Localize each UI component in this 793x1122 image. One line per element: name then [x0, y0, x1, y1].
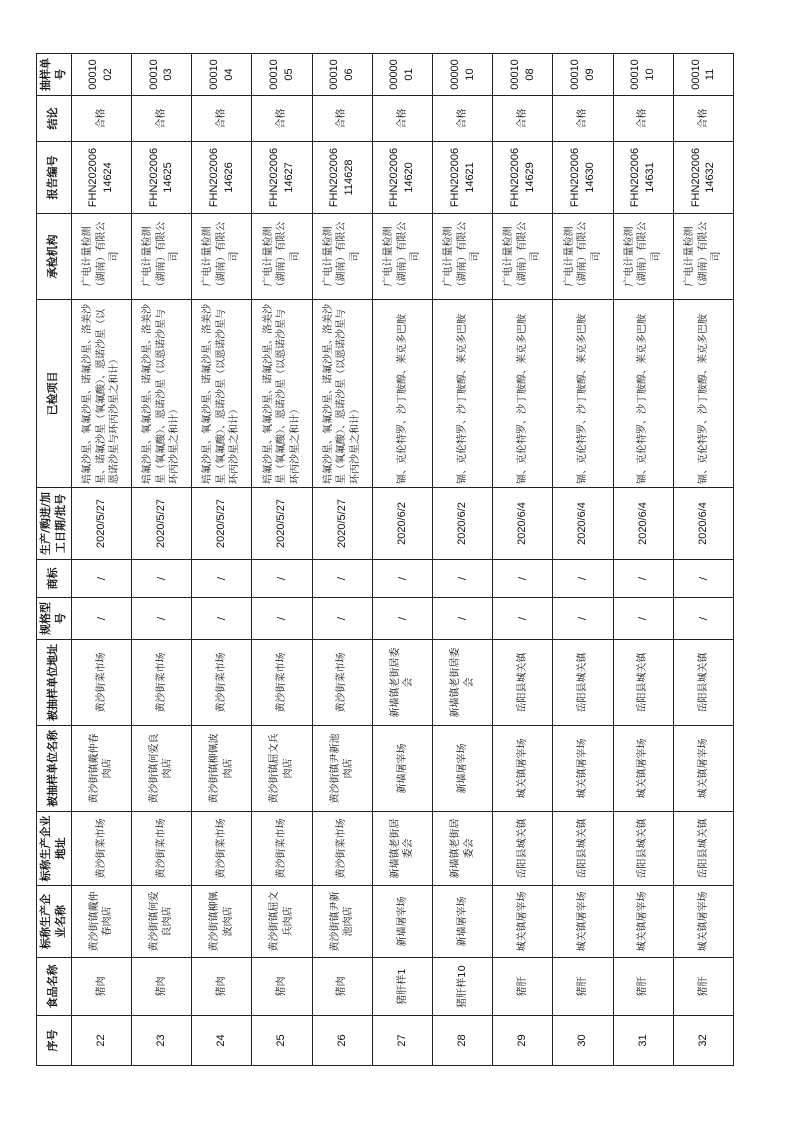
table-row: [312, 54, 372, 1066]
header-cell: 规格型号: [37, 598, 72, 640]
report-number-cell: FHN20200614630: [553, 142, 613, 214]
food-name-cell: 猪肉: [131, 958, 191, 1016]
conclusion-cell: 合格: [372, 96, 432, 142]
conclusion-cell: 合格: [71, 96, 131, 142]
row-number-cell: 32: [673, 1016, 733, 1066]
sampled-unit-name-cell: 城关镇屠宰场: [613, 726, 673, 812]
manufacturer-name-cell: 城关镇屠宰场: [613, 886, 673, 958]
manufacturer-address-cell: 黄沙街菜市场: [192, 812, 252, 886]
sampled-unit-address-cell: 岳阳县城关镇: [553, 640, 613, 726]
conclusion-cell: 合格: [312, 96, 372, 142]
sampled-unit-address-cell: 岳阳县城关镇: [673, 640, 733, 726]
report-number-cell: FHN202006114628: [312, 142, 372, 214]
conclusion-cell: 合格: [252, 96, 312, 142]
sampled-unit-name-cell: 黄沙街镇何爱良肉店: [131, 726, 191, 812]
table-row: [553, 54, 613, 1066]
brand-cell: /: [192, 560, 252, 598]
header-cell: 标称生产企业地址: [37, 812, 72, 886]
production-date-cell: 2020/6/2: [432, 488, 492, 560]
tested-items-cell: 培氟沙星、氧氟沙星、诺氟沙星、洛美沙星（氧氟酸）、恩诺沙星（以恩诺沙星与环丙沙星之和计）: [252, 300, 312, 488]
row-number-cell: 26: [312, 1016, 372, 1066]
manufacturer-name-cell: 新墙屠宰场: [372, 886, 432, 958]
testing-lab-cell: 广电计量检测（湖南）有限公司: [372, 214, 432, 300]
production-date-cell: 2020/6/4: [553, 488, 613, 560]
food-name-cell: 猪肝: [613, 958, 673, 1016]
manufacturer-address-cell: 黄沙街菜市场: [312, 812, 372, 886]
sample-number-cell: 0001009: [553, 54, 613, 96]
tested-items-cell: 镉、克伦特罗、沙丁胺醇、莱克多巴胺: [493, 300, 553, 488]
manufacturer-name-cell: 黄沙街镇何爱良肉店: [131, 886, 191, 958]
conclusion-cell: 合格: [613, 96, 673, 142]
table-row: [372, 54, 432, 1066]
header-cell: 报告编号: [37, 142, 72, 214]
sampled-unit-address-cell: 新墙镇老街居委会: [372, 640, 432, 726]
tested-items-cell: 培氟沙星、氧氟沙星、诺氟沙星、洛美沙星（氧氟酸）、恩诺沙星（以恩诺沙星与环丙沙星之和计）: [131, 300, 191, 488]
header-cell: 食品名称: [37, 958, 72, 1016]
food-name-cell: 猪肝: [493, 958, 553, 1016]
manufacturer-address-cell: 黄沙街菜市场: [252, 812, 312, 886]
tested-items-cell: 镉、克伦特罗、沙丁胺醇、莱克多巴胺: [553, 300, 613, 488]
report-number-cell: FHN20200614627: [252, 142, 312, 214]
manufacturer-name-cell: 城关镇屠宰场: [493, 886, 553, 958]
production-date-cell: 2020/6/2: [372, 488, 432, 560]
sample-number-cell: 0001002: [71, 54, 131, 96]
manufacturer-address-cell: 岳阳县城关镇: [673, 812, 733, 886]
sampled-unit-address-cell: 黄沙街菜市场: [71, 640, 131, 726]
testing-lab-cell: 广电计量检测（湖南）有限公司: [131, 214, 191, 300]
report-number-cell: FHN20200614621: [432, 142, 492, 214]
sampled-unit-name-cell: 黄沙街镇屈文兵肉店: [252, 726, 312, 812]
sampled-unit-address-cell: 岳阳县城关镇: [493, 640, 553, 726]
conclusion-cell: 合格: [432, 96, 492, 142]
manufacturer-name-cell: 新墙屠宰场: [432, 886, 492, 958]
food-name-cell: 猪肝: [553, 958, 613, 1016]
header-cell: 被抽样单位地址: [37, 640, 72, 726]
manufacturer-address-cell: 新墙镇老街居委会: [372, 812, 432, 886]
production-date-cell: 2020/5/27: [131, 488, 191, 560]
brand-cell: /: [372, 560, 432, 598]
manufacturer-name-cell: 黄沙街镇屈文兵肉店: [252, 886, 312, 958]
row-number-cell: 31: [613, 1016, 673, 1066]
conclusion-cell: 合格: [131, 96, 191, 142]
report-number-cell: FHN20200614632: [673, 142, 733, 214]
testing-lab-cell: 广电计量检测（湖南）有限公司: [432, 214, 492, 300]
sampled-unit-name-cell: 城关镇屠宰场: [673, 726, 733, 812]
brand-cell: /: [553, 560, 613, 598]
food-name-cell: 猪肝样1: [372, 958, 432, 1016]
manufacturer-address-cell: 岳阳县城关镇: [553, 812, 613, 886]
testing-lab-cell: 广电计量检测（湖南）有限公司: [71, 214, 131, 300]
brand-cell: /: [673, 560, 733, 598]
conclusion-cell: 合格: [673, 96, 733, 142]
sampled-unit-address-cell: 黄沙街菜市场: [252, 640, 312, 726]
conclusion-cell: 合格: [192, 96, 252, 142]
production-date-cell: 2020/6/4: [613, 488, 673, 560]
sampled-unit-name-cell: 新墙屠宰场: [432, 726, 492, 812]
testing-lab-cell: 广电计量检测（湖南）有限公司: [312, 214, 372, 300]
spec-model-cell: /: [252, 598, 312, 640]
manufacturer-name-cell: 黄沙街镇戴仲春肉店: [71, 886, 131, 958]
sampled-unit-name-cell: 城关镇屠宰场: [553, 726, 613, 812]
header-cell: 结论: [37, 96, 72, 142]
spec-model-cell: /: [192, 598, 252, 640]
sampled-unit-address-cell: 黄沙街菜市场: [312, 640, 372, 726]
sample-number-cell: 0000001: [372, 54, 432, 96]
row-number-cell: 27: [372, 1016, 432, 1066]
production-date-cell: 2020/5/27: [252, 488, 312, 560]
table-row: [71, 54, 131, 1066]
production-date-cell: 2020/6/4: [673, 488, 733, 560]
testing-lab-cell: 广电计量检测（湖南）有限公司: [252, 214, 312, 300]
conclusion-cell: 合格: [493, 96, 553, 142]
header-cell: 标称生产企业名称: [37, 886, 72, 958]
brand-cell: /: [432, 560, 492, 598]
table-row: [673, 54, 733, 1066]
sample-number-cell: 0001011: [673, 54, 733, 96]
table-row: [493, 54, 553, 1066]
spec-model-cell: /: [673, 598, 733, 640]
spec-model-cell: /: [553, 598, 613, 640]
sample-number-cell: 0000010: [432, 54, 492, 96]
production-date-cell: 2020/6/4: [493, 488, 553, 560]
report-number-cell: FHN20200614620: [372, 142, 432, 214]
testing-lab-cell: 广电计量检测（湖南）有限公司: [673, 214, 733, 300]
sampled-unit-address-cell: 新墙镇老街居委会: [432, 640, 492, 726]
table-row: [432, 54, 492, 1066]
tested-items-cell: 镉、克伦特罗、沙丁胺醇、莱克多巴胺: [372, 300, 432, 488]
food-name-cell: 猪肉: [192, 958, 252, 1016]
inspection-results-table: [36, 53, 734, 1066]
manufacturer-address-cell: 黄沙街菜市场: [131, 812, 191, 886]
testing-lab-cell: 广电计量检测（湖南）有限公司: [613, 214, 673, 300]
report-number-cell: FHN20200614626: [192, 142, 252, 214]
sampled-unit-name-cell: 新墙屠宰场: [372, 726, 432, 812]
food-name-cell: 猪肝: [673, 958, 733, 1016]
manufacturer-name-cell: 黄沙街镇柳佩波肉店: [192, 886, 252, 958]
production-date-cell: 2020/5/27: [192, 488, 252, 560]
header-cell: 已检项目: [37, 300, 72, 488]
sample-number-cell: 0001008: [493, 54, 553, 96]
food-name-cell: 猪肉: [312, 958, 372, 1016]
tested-items-cell: 镉、克伦特罗、沙丁胺醇、莱克多巴胺: [613, 300, 673, 488]
food-name-cell: 猪肉: [71, 958, 131, 1016]
spec-model-cell: /: [312, 598, 372, 640]
header-cell: 商标: [37, 560, 72, 598]
row-number-cell: 29: [493, 1016, 553, 1066]
production-date-cell: 2020/5/27: [71, 488, 131, 560]
spec-model-cell: /: [71, 598, 131, 640]
production-date-cell: 2020/5/27: [312, 488, 372, 560]
row-number-cell: 22: [71, 1016, 131, 1066]
sampled-unit-name-cell: 黄沙街镇尹新池肉店: [312, 726, 372, 812]
report-number-cell: FHN20200614629: [493, 142, 553, 214]
report-number-cell: FHN20200614624: [71, 142, 131, 214]
header-cell: 抽样单号: [37, 54, 72, 96]
manufacturer-address-cell: 黄沙街菜市场: [71, 812, 131, 886]
header-row: [37, 54, 72, 1066]
header-cell: 生产/购进/加工日期/批号: [37, 488, 72, 560]
table-row: [192, 54, 252, 1066]
sample-number-cell: 0001005: [252, 54, 312, 96]
brand-cell: /: [613, 560, 673, 598]
testing-lab-cell: 广电计量检测（湖南）有限公司: [192, 214, 252, 300]
sampled-unit-address-cell: 岳阳县城关镇: [613, 640, 673, 726]
table-row: [613, 54, 673, 1066]
table-row: [252, 54, 312, 1066]
row-number-cell: 23: [131, 1016, 191, 1066]
sampled-unit-name-cell: 黄沙街镇戴仲春肉店: [71, 726, 131, 812]
spec-model-cell: /: [493, 598, 553, 640]
sample-number-cell: 0001006: [312, 54, 372, 96]
sampled-unit-address-cell: 黄沙街菜市场: [131, 640, 191, 726]
report-number-cell: FHN20200614631: [613, 142, 673, 214]
sampled-unit-name-cell: 城关镇屠宰场: [493, 726, 553, 812]
spec-model-cell: /: [613, 598, 673, 640]
spec-model-cell: /: [131, 598, 191, 640]
sampled-unit-name-cell: 黄沙街镇柳佩波肉店: [192, 726, 252, 812]
row-number-cell: 30: [553, 1016, 613, 1066]
food-name-cell: 猪肉: [252, 958, 312, 1016]
table-row: [131, 54, 191, 1066]
sample-number-cell: 0001010: [613, 54, 673, 96]
testing-lab-cell: 广电计量检测（湖南）有限公司: [553, 214, 613, 300]
sampled-unit-address-cell: 黄沙街菜市场: [192, 640, 252, 726]
brand-cell: /: [312, 560, 372, 598]
report-number-cell: FHN20200614625: [131, 142, 191, 214]
manufacturer-name-cell: 城关镇屠宰场: [673, 886, 733, 958]
row-number-cell: 28: [432, 1016, 492, 1066]
tested-items-cell: 镉、克伦特罗、沙丁胺醇、莱克多巴胺: [673, 300, 733, 488]
tested-items-cell: 培氟沙星、氧氟沙星、诺氟沙星、洛美沙星（氧氟酸）、恩诺沙星（以恩诺沙星与环丙沙星之和计）: [192, 300, 252, 488]
row-number-cell: 24: [192, 1016, 252, 1066]
header-cell: 序号: [37, 1016, 72, 1066]
manufacturer-address-cell: 岳阳县城关镇: [613, 812, 673, 886]
manufacturer-name-cell: 城关镇屠宰场: [553, 886, 613, 958]
manufacturer-address-cell: 岳阳县城关镇: [493, 812, 553, 886]
tested-items-cell: 镉、克伦特罗、沙丁胺醇、莱克多巴胺: [432, 300, 492, 488]
tested-items-cell: 培氟沙星、氧氟沙星、诺氟沙星、洛美沙星（氧氟酸）、恩诺沙星（以恩诺沙星与环丙沙星之和计）: [312, 300, 372, 488]
header-cell: 被抽样单位名称: [37, 726, 72, 812]
sample-number-cell: 0001003: [131, 54, 191, 96]
spec-model-cell: /: [372, 598, 432, 640]
brand-cell: /: [252, 560, 312, 598]
brand-cell: /: [71, 560, 131, 598]
tested-items-cell: 培氟沙星、氧氟沙星、诺氟沙星、洛美沙星、诺氟沙星（氧氟酸）、恩诺沙星（以恩诺沙星与环丙沙星之和计）: [71, 300, 131, 488]
food-name-cell: 猪肝样10: [432, 958, 492, 1016]
row-number-cell: 25: [252, 1016, 312, 1066]
brand-cell: /: [131, 560, 191, 598]
brand-cell: /: [493, 560, 553, 598]
sample-number-cell: 0001004: [192, 54, 252, 96]
manufacturer-name-cell: 黄沙街镇尹新池肉店: [312, 886, 372, 958]
testing-lab-cell: 广电计量检测（湖南）有限公司: [493, 214, 553, 300]
conclusion-cell: 合格: [553, 96, 613, 142]
spec-model-cell: /: [432, 598, 492, 640]
manufacturer-address-cell: 新墙镇老街居委会: [432, 812, 492, 886]
header-cell: 承检机构: [37, 214, 72, 300]
rotated-table-frame: [36, 54, 734, 1066]
